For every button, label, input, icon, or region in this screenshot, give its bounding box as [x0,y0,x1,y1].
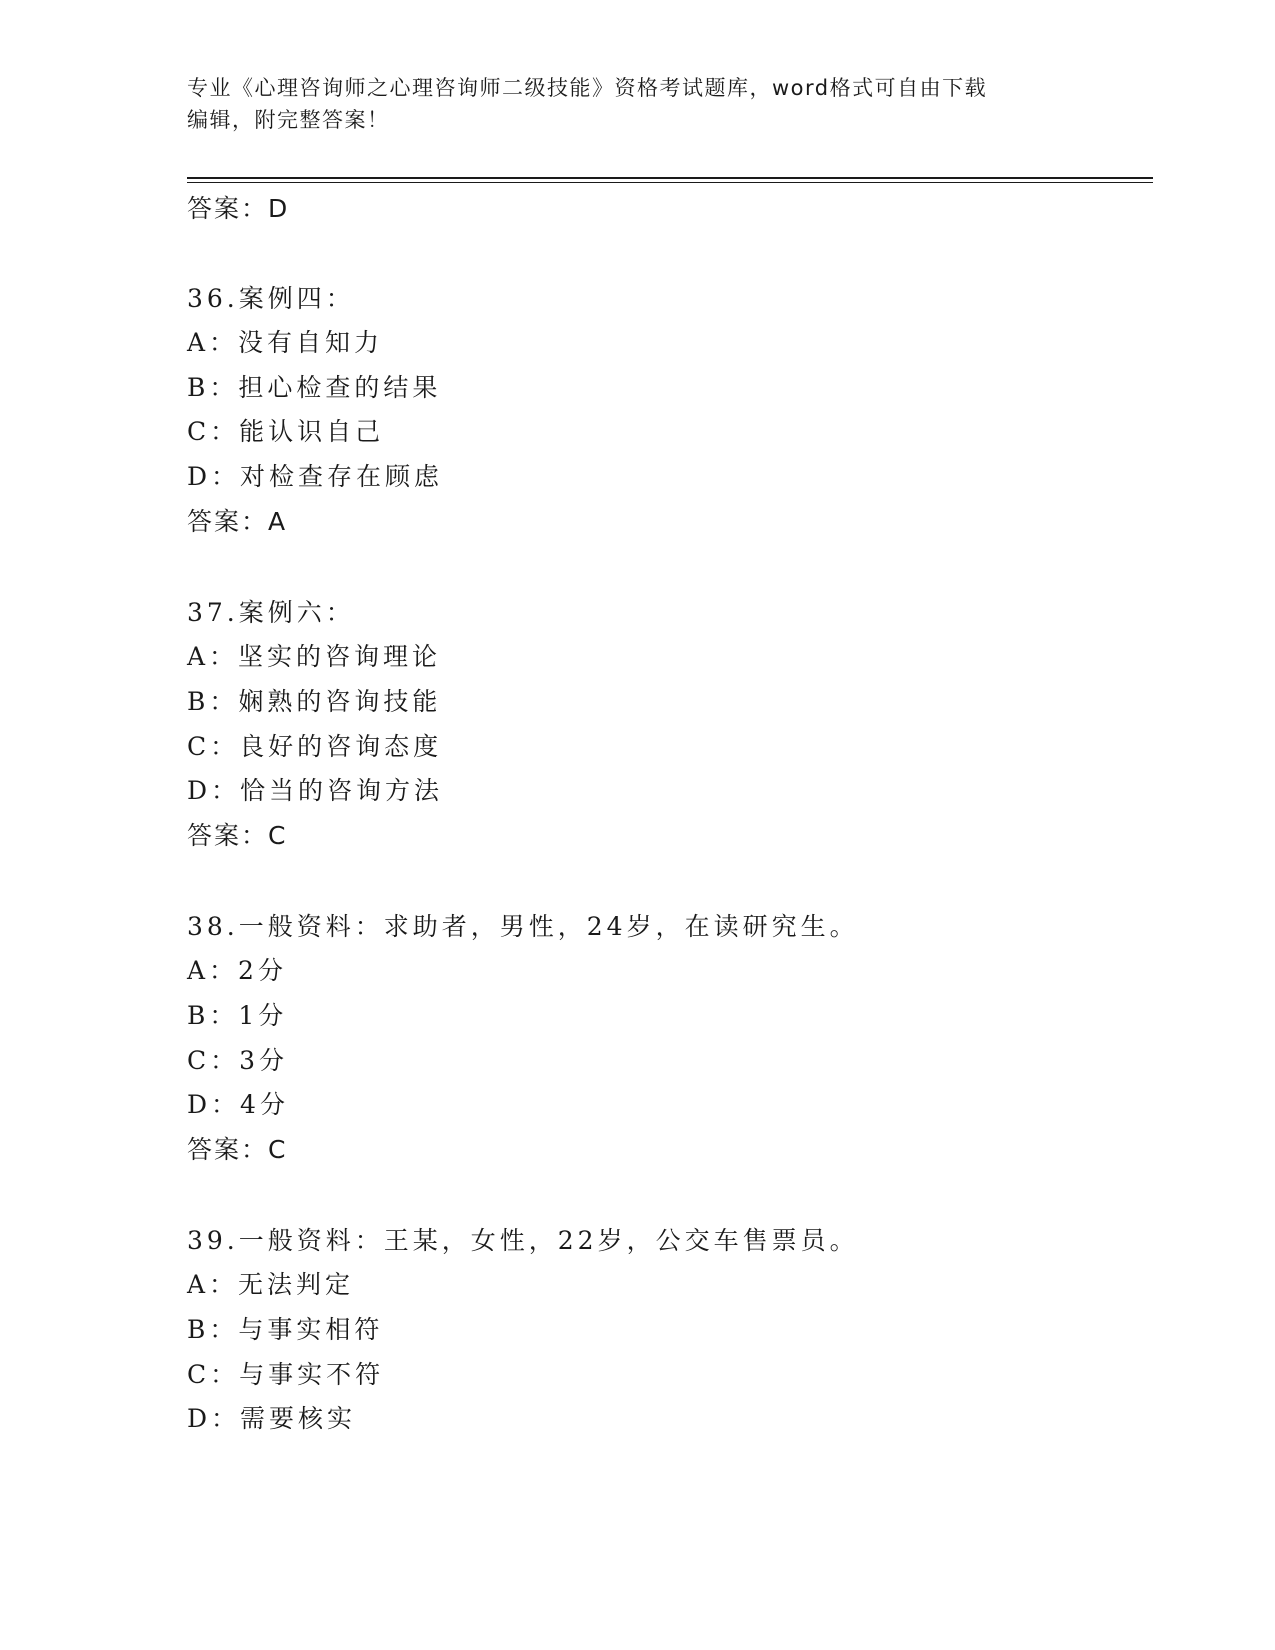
question-37-option-a: A：坚实的咨询理论 [187,642,442,671]
question-39-stem: 39.一般资料：王某，女性，22岁，公交车售票员。 [187,1226,859,1255]
question-36-answer: 答案：A [187,507,288,536]
question-37-answer: 答案：C [187,821,288,850]
question-39-option-a: A：无法判定 [187,1270,355,1299]
header-line-1: 专业《心理咨询师之心理咨询师二级技能》资格考试题库，word格式可自由下载 [187,76,988,100]
question-36-option-c: C：能认识自己 [187,417,385,446]
document-header [187,72,1067,136]
previous-answer: 答案：D [187,194,290,223]
question-39-option-b: B：与事实相符 [187,1315,384,1344]
question-39-option-c: C：与事实不符 [187,1360,385,1389]
question-36-stem: 36.案例四： [187,284,355,313]
header-divider-thin [187,182,1153,183]
question-38-stem: 38.一般资料：求助者，男性，24岁，在读研究生。 [187,912,859,941]
question-37-option-b: B：娴熟的咨询技能 [187,687,442,716]
question-39-option-d: D：需要核实 [187,1404,357,1433]
question-38-option-b: B：1分 [187,1001,288,1030]
question-38-option-d: D：4分 [187,1090,289,1119]
question-37-option-c: C：良好的咨询态度 [187,732,443,761]
header-divider-thick [187,177,1153,179]
question-36-option-b: B：担心检查的结果 [187,373,442,402]
question-38-option-c: C：3分 [187,1046,289,1075]
question-37-stem: 37.案例六： [187,598,355,627]
header-line-2: 编辑，附完整答案！ [187,108,390,132]
question-38-option-a: A：2分 [187,956,287,985]
question-36-option-a: A：没有自知力 [187,328,384,357]
question-36-option-d: D：对检查存在顾虑 [187,462,444,491]
question-37-option-d: D：恰当的咨询方法 [187,776,444,805]
question-38-answer: 答案：C [187,1135,288,1164]
